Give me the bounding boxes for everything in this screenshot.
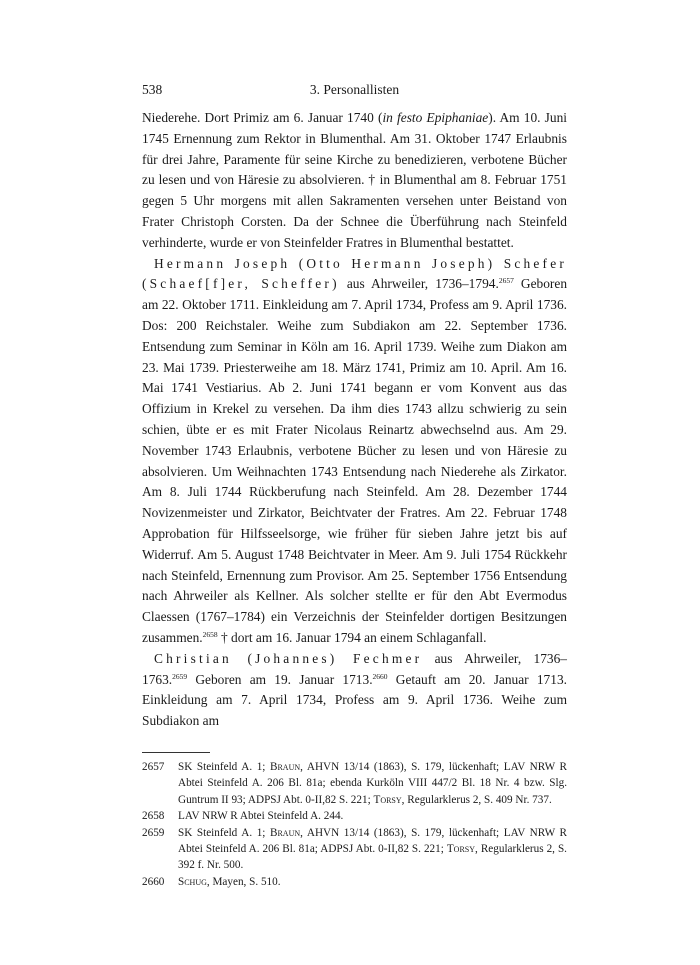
author-name: Braun	[270, 760, 301, 773]
text-run: Geboren am 19. Januar 1713.	[187, 671, 373, 687]
text-run: , Regularklerus 2, S. 392 f. Nr. 500.	[178, 842, 567, 872]
text-run: , Mayen, S. 510.	[206, 875, 281, 888]
text-run: SK Steinfeld A. 1;	[178, 826, 270, 839]
author-name: Torsy	[446, 842, 476, 855]
footnote-text	[178, 874, 567, 890]
text-run: aus Ahrweiler, 1736–1763.	[142, 650, 567, 687]
footnote-number: 2658	[142, 810, 165, 823]
footnote-text	[178, 808, 567, 824]
person-name: Christian (Johannes) Fechmer	[154, 650, 423, 666]
text-run: SK Steinfeld A. 1;	[178, 760, 270, 773]
footnote	[142, 808, 567, 824]
page-header	[142, 82, 567, 100]
text-run: , AHVN 13/14 (1863), S. 179, lückenhaft; LAV NRW R Abtei Steinfeld A. 206 Bl. 81a; ebenda Kurköln VIII 447/2 Bl. 18 Nr. 4 bzw. Slg. Guntrum II 93; ADPSJ Abt. 0-II,82 S. 221;	[178, 760, 568, 806]
footnote	[142, 874, 567, 890]
footnote-ref: 2657	[498, 276, 514, 286]
paragraph	[142, 108, 567, 254]
footnote-ref: 2659	[172, 671, 188, 681]
author-name: Schug	[178, 875, 207, 888]
main-text	[142, 108, 567, 732]
text-run: ). Am 10. Juni 1745 Ernennung zum Rektor in Blumenthal. Am 31. Oktober 1747 Erlaubnis für drei Jahre, Paramente für seine Kirche zu benedizieren, verbotene Bücher zu lesen und von Häresie zu absolvieren. † in Blumenthal am 8. Februar 1751 gegen 5 Uhr morgens mit allen Sakramenten versehen unter Beistand von Frater Christoph Corsten. Da der Schnee die Überführung nach Steinfeld verhinderte, wurde er von Steinfelder Fratres in Blumenthal bestattet.	[142, 110, 567, 250]
text-run: aus Ahrweiler, 1736–1794.	[339, 276, 499, 292]
author-name: Braun	[270, 826, 301, 839]
footnote	[142, 825, 567, 874]
author-name: Torsy	[373, 793, 402, 806]
book-page	[142, 82, 567, 890]
text-run: LAV NRW R Abtei Steinfeld A. 244.	[178, 810, 344, 823]
text-run: , AHVN 13/14 (1863), S. 179, lückenhaft; LAV NRW R Abtei Steinfeld A. 206 Bl. 81a; ADPSJ Abt. 0-II,82 S. 221;	[178, 826, 568, 855]
footnote-text	[178, 825, 567, 874]
footnote-ref: 2660	[372, 671, 388, 681]
footnote-text	[178, 759, 567, 808]
page-number: 538	[142, 82, 163, 97]
footnote-number: 2660	[142, 875, 165, 888]
footnote-ref: 2658	[202, 629, 218, 639]
footnote-separator	[142, 752, 210, 753]
footnotes	[142, 759, 567, 890]
text-run: , Regularklerus 2, S. 409 Nr. 737.	[401, 793, 552, 806]
person-name: Hermann Joseph (Otto Hermann Joseph) Schefer (Schaef[f]er, Scheffer)	[142, 255, 567, 292]
text-run: Getauft am 20. Januar 1713. Einkleidung am 7. April 1734, Profess am 9. April 1736. Weihe zum Subdiakon am	[142, 671, 567, 729]
running-head: 3. Personallisten	[309, 82, 400, 97]
paragraph	[142, 649, 567, 732]
text-run: Geboren am 22. Oktober 1711. Einkleidung am 7. April 1734, Profess am 9. April 1736. Dos: 200 Reichstaler. Weihe zum Subdiakon am 22. September 1736. Entsendung zum Seminar in Köln am 16. April 1739. Weihe zum Diakon am 23. Mai 1739. Priesterweihe am 18. März 1741, Primiz am 10. April. Am 16. Mai 1741 Vestiarius. Ab 2. Juni 1741 begann er vom Konvent aus das Offizium in Krekel zu versehen. Da ihm dies 1743 allzu schwierig zu sein schien, übte er es mit Frater Nicolaus Reinartz abwechselnd aus. Am 29. November 1743 Erlaubnis, verbotene Bücher zu lesen und von Häresie zu absolvieren. Um Weihnachten 1743 Entsendung nach Niederehe als Zirkator. Am 8. Juli 1744 Rückberufung nach Steinfeld. Am 28. Dezember 1744 Novizenmeister und Zirkator, Beichtvater der Fratres. Am 22. Februar 1748 Approbation für Hilfsseelsorge, wie früher für sieben Jahre jetzt bis auf Widerruf. Am 5. August 1748 Beichtvater in Meer. Am 9. Juli 1754 Rückkehr nach Steinfeld, Ernennung zum Provisor. Am 25. September 1756 Entsendung nach Ahrweiler als Kellner. Als solcher stellte er für den Abt Evermodus Claessen (1767–1784) ein Verzeichnis der Steinfelder dortigen Besitzungen zusammen.	[142, 276, 568, 645]
italic-text: in festo Epiphaniae	[382, 110, 489, 125]
text-run: † dort am 16. Januar 1794 an einem Schlaganfall.	[217, 629, 487, 645]
footnote-number: 2659	[142, 826, 165, 839]
footnote-number: 2657	[142, 760, 165, 773]
text-run: Niederehe. Dort Primiz am 6. Januar 1740 (	[142, 110, 383, 125]
footnote	[142, 759, 567, 808]
paragraph	[142, 254, 567, 649]
